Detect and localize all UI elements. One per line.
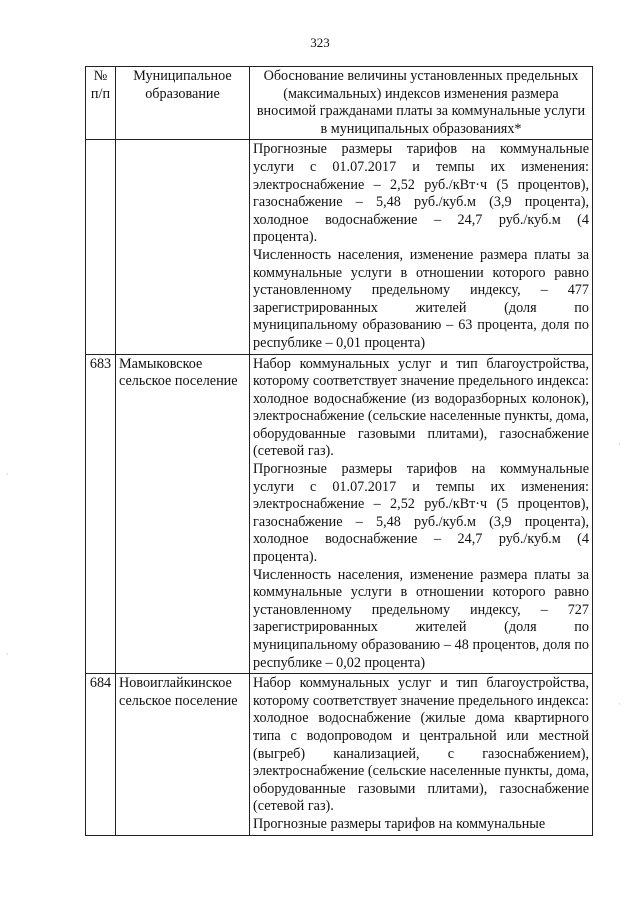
row-num: 683 bbox=[86, 354, 116, 674]
row-num: 684 bbox=[86, 674, 116, 835]
header-municipality: Муниципальное образование bbox=[116, 67, 250, 140]
header-rationale: Обоснование величины установленных предельных (максимальных) индексов изменения размера вносимой гражданами платы за коммунальные услуги в муниципальных образованиях* bbox=[250, 67, 593, 140]
row-rationale bbox=[250, 674, 593, 835]
scan-mark: · bbox=[618, 700, 621, 710]
table-row bbox=[86, 140, 593, 354]
row-num bbox=[86, 140, 116, 354]
tariff-table bbox=[85, 66, 593, 836]
scan-mark: · bbox=[6, 650, 9, 660]
header-num: № п/п bbox=[86, 67, 116, 140]
paragraph: Набор коммунальных услуг и тип благоустройства, которому соответствует значение предельного индекса: холодное водоснабжение (из водоразборных колонок), электроснабжение (сельские населенные пункты, дома, оборудованные газовыми плитами), газоснабжение (сетевой газ). bbox=[253, 355, 589, 460]
table-row bbox=[86, 354, 593, 674]
row-municipality bbox=[116, 140, 250, 354]
row-rationale bbox=[250, 354, 593, 674]
paragraph: Численность населения, изменение размера платы за коммунальные услуги в отношении которого равно установленному предельному индексу, – 727 зарегистрированных жителей (доля по муниципальному образованию – 48 процентов, доля по республике – 0,02 процента) bbox=[253, 566, 589, 671]
paragraph: Прогнозные размеры тарифов на коммунальные bbox=[253, 815, 546, 832]
scan-mark: · bbox=[618, 440, 621, 450]
scan-mark: · bbox=[6, 470, 9, 480]
paragraph: Набор коммунальных услуг и тип благоустройства, которому соответствует значение предельного индекса: холодное водоснабжение (жилые дома квартирного типа с водопроводом и центральной или местной (выгреб) канализацией, с газоснабжением), электроснабжение (сельские населенные пункты, дома, оборудованные газовыми плитами), газоснабжение (сетевой газ). bbox=[253, 675, 589, 815]
paragraph: Прогнозные размеры тарифов на коммунальные услуги с 01.07.2017 и темпы их изменения: электроснабжение – 2,52 руб./кВт·ч (5 процентов), газоснабжение – 5,48 руб./куб.м (3,9 процента), холодное водоснабжение – 24,7 руб./куб.м (4 процента). bbox=[253, 141, 589, 246]
table-header-row bbox=[86, 67, 593, 140]
page-number: 323 bbox=[310, 35, 330, 50]
row-municipality: Новоиглайкинское сельское поселение bbox=[116, 674, 250, 835]
table-row bbox=[86, 674, 593, 835]
row-municipality: Мамыковское сельское поселение bbox=[116, 354, 250, 674]
paragraph: Прогнозные размеры тарифов на коммунальные услуги с 01.07.2017 и темпы их изменения: электроснабжение – 2,52 руб./кВт·ч (5 процентов), газоснабжение – 5,48 руб./куб.м (3,9 процента), холодное водоснабжение – 24,7 руб./куб.м (4 процента). bbox=[253, 461, 589, 566]
row-rationale bbox=[250, 140, 593, 354]
paragraph: Численность населения, изменение размера платы за коммунальные услуги в отношении которого равно установленному предельному индексу, – 477 зарегистрированных жителей (доля по муниципальному образованию – 63 процента, доля по республике – 0,01 процента) bbox=[253, 246, 589, 351]
